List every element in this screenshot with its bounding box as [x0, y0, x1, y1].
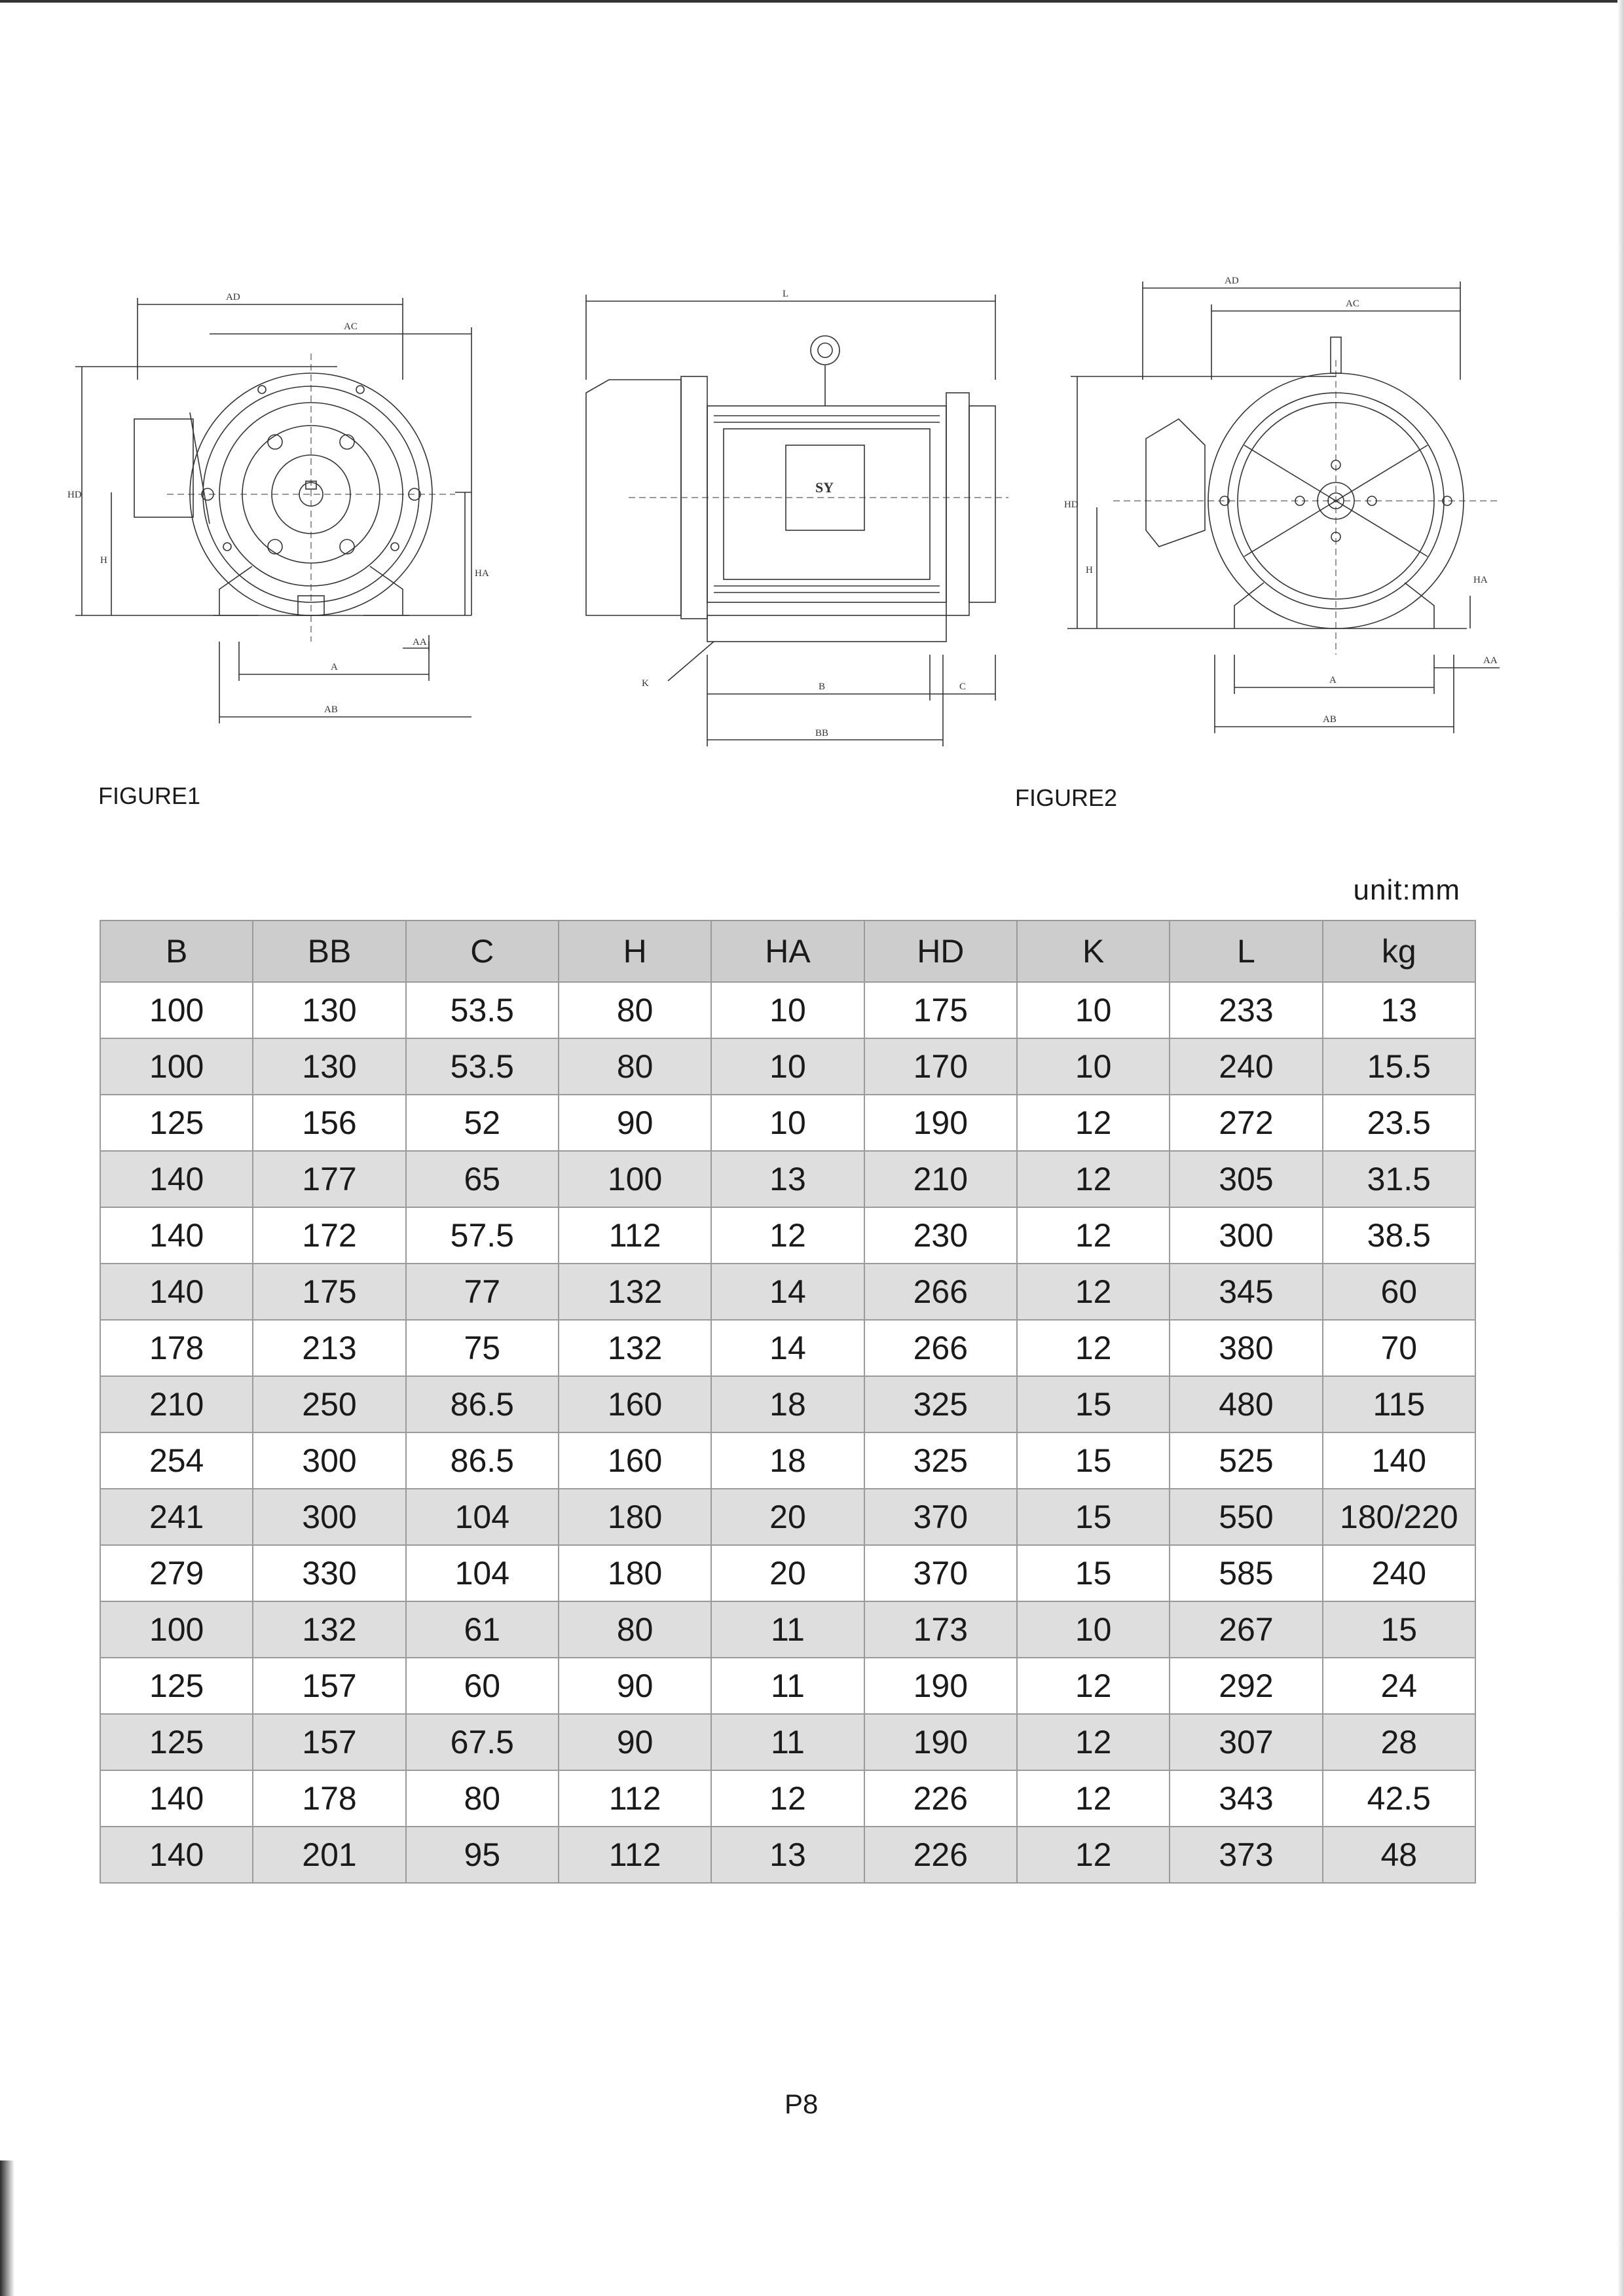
- table-row: [100, 1038, 1475, 1095]
- table-cell-l: 307: [1170, 1714, 1322, 1770]
- table-cell-hd: 370: [864, 1545, 1017, 1601]
- side-dim-BB: BB: [815, 728, 829, 738]
- header-L: L: [1170, 920, 1322, 982]
- table-cell-h: 160: [559, 1376, 711, 1432]
- table-cell-kg: 15: [1323, 1601, 1475, 1658]
- table-cell-l: 272: [1170, 1095, 1322, 1151]
- table-cell-h: 90: [559, 1095, 711, 1151]
- table-cell-h: 112: [559, 1827, 711, 1883]
- figure1-svg: [62, 249, 507, 759]
- table-cell-bb: 175: [253, 1264, 405, 1320]
- table-cell-k: 15: [1017, 1489, 1170, 1545]
- table-cell-kg: 15.5: [1323, 1038, 1475, 1095]
- table-row: [100, 1827, 1475, 1883]
- fig1-dim-A: A: [331, 662, 338, 672]
- table-cell-bb: 157: [253, 1714, 405, 1770]
- logo-mark: SY: [815, 479, 834, 496]
- table-cell-bb: 330: [253, 1545, 405, 1601]
- table-cell-ha: 20: [711, 1545, 864, 1601]
- table-cell-ha: 12: [711, 1770, 864, 1827]
- table-cell-c: 95: [406, 1827, 559, 1883]
- fig2-dim-AC: AC: [1346, 299, 1359, 309]
- table-cell-hd: 170: [864, 1038, 1017, 1095]
- table-cell-c: 104: [406, 1545, 559, 1601]
- dimension-spec-table: [100, 920, 1476, 1884]
- table-cell-c: 86.5: [406, 1432, 559, 1489]
- table-cell-hd: 210: [864, 1151, 1017, 1207]
- table-row: [100, 1320, 1475, 1376]
- table-cell-bb: 213: [253, 1320, 405, 1376]
- header-HA: HA: [711, 920, 864, 982]
- table-cell-kg: 31.5: [1323, 1151, 1475, 1207]
- table-cell-b: 210: [100, 1376, 253, 1432]
- figure1-caption: FIGURE1: [98, 782, 201, 809]
- table-cell-bb: 250: [253, 1376, 405, 1432]
- table-cell-c: 57.5: [406, 1207, 559, 1264]
- figure1-front-view-drawing: [62, 249, 507, 759]
- table-cell-bb: 300: [253, 1432, 405, 1489]
- table-cell-l: 233: [1170, 982, 1322, 1038]
- table-cell-l: 267: [1170, 1601, 1322, 1658]
- table-cell-k: 12: [1017, 1151, 1170, 1207]
- table-cell-l: 345: [1170, 1264, 1322, 1320]
- table-cell-l: 585: [1170, 1545, 1322, 1601]
- table-cell-c: 52: [406, 1095, 559, 1151]
- table-cell-hd: 226: [864, 1827, 1017, 1883]
- table-row: [100, 1489, 1475, 1545]
- scan-bottom-left-shadow: [0, 2160, 14, 2296]
- table-cell-hd: 190: [864, 1658, 1017, 1714]
- table-cell-k: 15: [1017, 1376, 1170, 1432]
- table-cell-b: 125: [100, 1714, 253, 1770]
- table-cell-c: 80: [406, 1770, 559, 1827]
- header-kg: kg: [1323, 920, 1475, 982]
- figure2-caption: FIGURE2: [1015, 784, 1118, 811]
- fig1-dim-HA: HA: [475, 568, 489, 579]
- table-cell-l: 300: [1170, 1207, 1322, 1264]
- table-cell-ha: 11: [711, 1601, 864, 1658]
- fig2-dim-A: A: [1329, 675, 1337, 685]
- table-cell-bb: 157: [253, 1658, 405, 1714]
- table-cell-hd: 230: [864, 1207, 1017, 1264]
- table-cell-hd: 190: [864, 1714, 1017, 1770]
- fig2-dim-H: H: [1086, 565, 1093, 575]
- table-cell-bb: 132: [253, 1601, 405, 1658]
- table-cell-ha: 13: [711, 1827, 864, 1883]
- header-B: B: [100, 920, 253, 982]
- table-cell-l: 373: [1170, 1827, 1322, 1883]
- side-dim-B: B: [819, 682, 826, 692]
- table-cell-hd: 190: [864, 1095, 1017, 1151]
- table-cell-kg: 180/220: [1323, 1489, 1475, 1545]
- table-body: [100, 982, 1475, 1883]
- table-cell-kg: 70: [1323, 1320, 1475, 1376]
- figure2-svg: [1048, 249, 1545, 759]
- table-cell-bb: 201: [253, 1827, 405, 1883]
- table-cell-l: 240: [1170, 1038, 1322, 1095]
- table-row: [100, 1545, 1475, 1601]
- table-row: [100, 1658, 1475, 1714]
- table-cell-b: 125: [100, 1095, 253, 1151]
- table-cell-b: 140: [100, 1827, 253, 1883]
- table-cell-h: 132: [559, 1320, 711, 1376]
- scan-right-edge: [1617, 0, 1624, 2296]
- table-cell-kg: 28: [1323, 1714, 1475, 1770]
- table-cell-bb: 130: [253, 1038, 405, 1095]
- table-cell-c: 67.5: [406, 1714, 559, 1770]
- table-cell-k: 15: [1017, 1432, 1170, 1489]
- table-cell-c: 65: [406, 1151, 559, 1207]
- table-cell-k: 12: [1017, 1095, 1170, 1151]
- table-cell-b: 279: [100, 1545, 253, 1601]
- page-number: P8: [784, 2088, 819, 2119]
- table-cell-h: 80: [559, 1601, 711, 1658]
- fig2-dim-AA: AA: [1483, 655, 1498, 666]
- table-cell-hd: 226: [864, 1770, 1017, 1827]
- header-BB: BB: [253, 920, 405, 982]
- table-row: [100, 982, 1475, 1038]
- table-cell-ha: 10: [711, 982, 864, 1038]
- table-cell-b: 140: [100, 1770, 253, 1827]
- header-HD: HD: [864, 920, 1017, 982]
- table-cell-hd: 370: [864, 1489, 1017, 1545]
- table-cell-kg: 60: [1323, 1264, 1475, 1320]
- table-cell-k: 10: [1017, 1038, 1170, 1095]
- table-cell-hd: 175: [864, 982, 1017, 1038]
- table-cell-c: 77: [406, 1264, 559, 1320]
- table-cell-kg: 42.5: [1323, 1770, 1475, 1827]
- table-cell-b: 178: [100, 1320, 253, 1376]
- unit-label: unit:mm: [1353, 874, 1460, 906]
- table-cell-ha: 11: [711, 1714, 864, 1770]
- table-row: [100, 1770, 1475, 1827]
- table-cell-b: 140: [100, 1207, 253, 1264]
- table-cell-l: 305: [1170, 1151, 1322, 1207]
- table-cell-c: 75: [406, 1320, 559, 1376]
- table-cell-ha: 10: [711, 1095, 864, 1151]
- table-cell-c: 104: [406, 1489, 559, 1545]
- table-row: [100, 1264, 1475, 1320]
- table-cell-ha: 18: [711, 1432, 864, 1489]
- table-cell-b: 140: [100, 1151, 253, 1207]
- table-row: [100, 1601, 1475, 1658]
- table-cell-bb: 177: [253, 1151, 405, 1207]
- table-cell-kg: 13: [1323, 982, 1475, 1038]
- table-cell-hd: 266: [864, 1264, 1017, 1320]
- fig1-dim-AD: AD: [226, 292, 240, 302]
- side-dim-C: C: [959, 682, 967, 692]
- table-cell-ha: 10: [711, 1038, 864, 1095]
- table-cell-c: 60: [406, 1658, 559, 1714]
- table-cell-c: 53.5: [406, 982, 559, 1038]
- table-cell-ha: 12: [711, 1207, 864, 1264]
- table-cell-h: 112: [559, 1770, 711, 1827]
- table-cell-b: 100: [100, 982, 253, 1038]
- fig1-dim-HD: HD: [67, 490, 82, 500]
- table-cell-c: 86.5: [406, 1376, 559, 1432]
- table-cell-h: 80: [559, 1038, 711, 1095]
- side-view-drawing: [563, 249, 1022, 759]
- side-dim-K: K: [642, 678, 649, 689]
- table-cell-c: 61: [406, 1601, 559, 1658]
- table-cell-k: 12: [1017, 1827, 1170, 1883]
- fig2-dim-AB: AB: [1323, 714, 1337, 725]
- table-cell-k: 12: [1017, 1320, 1170, 1376]
- table-cell-h: 132: [559, 1264, 711, 1320]
- table-cell-hd: 266: [864, 1320, 1017, 1376]
- table-row: [100, 1376, 1475, 1432]
- table-cell-h: 180: [559, 1489, 711, 1545]
- table-cell-bb: 130: [253, 982, 405, 1038]
- table-cell-k: 12: [1017, 1658, 1170, 1714]
- table-cell-h: 90: [559, 1714, 711, 1770]
- table-row: [100, 1432, 1475, 1489]
- table-cell-ha: 13: [711, 1151, 864, 1207]
- table-cell-bb: 172: [253, 1207, 405, 1264]
- fig2-dim-HD: HD: [1064, 500, 1079, 510]
- fig2-dim-AD: AD: [1225, 276, 1239, 286]
- table-cell-hd: 325: [864, 1376, 1017, 1432]
- table-cell-hd: 173: [864, 1601, 1017, 1658]
- table-cell-k: 10: [1017, 982, 1170, 1038]
- table-cell-k: 12: [1017, 1770, 1170, 1827]
- fig1-dim-AB: AB: [324, 704, 338, 715]
- table-cell-ha: 20: [711, 1489, 864, 1545]
- table-cell-b: 100: [100, 1601, 253, 1658]
- table-cell-kg: 24: [1323, 1658, 1475, 1714]
- table-cell-h: 160: [559, 1432, 711, 1489]
- table-cell-bb: 178: [253, 1770, 405, 1827]
- side-dim-L: L: [783, 289, 789, 299]
- table-cell-ha: 14: [711, 1264, 864, 1320]
- table-cell-kg: 240: [1323, 1545, 1475, 1601]
- table-row: [100, 1095, 1475, 1151]
- table-cell-k: 15: [1017, 1545, 1170, 1601]
- table-cell-kg: 38.5: [1323, 1207, 1475, 1264]
- table-cell-ha: 18: [711, 1376, 864, 1432]
- table-cell-kg: 115: [1323, 1376, 1475, 1432]
- table-cell-c: 53.5: [406, 1038, 559, 1095]
- table-cell-ha: 14: [711, 1320, 864, 1376]
- table-cell-kg: 48: [1323, 1827, 1475, 1883]
- table-cell-k: 12: [1017, 1714, 1170, 1770]
- table-cell-kg: 23.5: [1323, 1095, 1475, 1151]
- table-row: [100, 1207, 1475, 1264]
- table-cell-b: 100: [100, 1038, 253, 1095]
- table-cell-h: 112: [559, 1207, 711, 1264]
- side-view-svg: [563, 249, 1022, 759]
- figure2-front-view-drawing: [1048, 249, 1545, 759]
- table-cell-h: 90: [559, 1658, 711, 1714]
- table-cell-b: 140: [100, 1264, 253, 1320]
- fig1-dim-AC: AC: [344, 321, 358, 332]
- table-cell-bb: 156: [253, 1095, 405, 1151]
- table-cell-b: 254: [100, 1432, 253, 1489]
- table-cell-l: 525: [1170, 1432, 1322, 1489]
- table-row: [100, 1714, 1475, 1770]
- header-H: H: [559, 920, 711, 982]
- header-C: C: [406, 920, 559, 982]
- table-cell-l: 380: [1170, 1320, 1322, 1376]
- table-cell-l: 292: [1170, 1658, 1322, 1714]
- fig1-dim-AA: AA: [413, 637, 427, 647]
- fig1-dim-H: H: [100, 555, 107, 566]
- table-cell-h: 180: [559, 1545, 711, 1601]
- fig2-dim-HA: HA: [1473, 575, 1488, 585]
- table-cell-hd: 325: [864, 1432, 1017, 1489]
- scan-top-edge: [0, 0, 1624, 3]
- table-cell-h: 100: [559, 1151, 711, 1207]
- table-cell-k: 12: [1017, 1207, 1170, 1264]
- table-cell-k: 12: [1017, 1264, 1170, 1320]
- table-header-row: [100, 920, 1475, 982]
- table-cell-h: 80: [559, 982, 711, 1038]
- table-cell-kg: 140: [1323, 1432, 1475, 1489]
- table-cell-l: 343: [1170, 1770, 1322, 1827]
- table-cell-ha: 11: [711, 1658, 864, 1714]
- table-cell-l: 550: [1170, 1489, 1322, 1545]
- table-cell-b: 125: [100, 1658, 253, 1714]
- table-cell-k: 10: [1017, 1601, 1170, 1658]
- table-row: [100, 1151, 1475, 1207]
- table-cell-b: 241: [100, 1489, 253, 1545]
- table-cell-bb: 300: [253, 1489, 405, 1545]
- table-cell-l: 480: [1170, 1376, 1322, 1432]
- header-K: K: [1017, 920, 1170, 982]
